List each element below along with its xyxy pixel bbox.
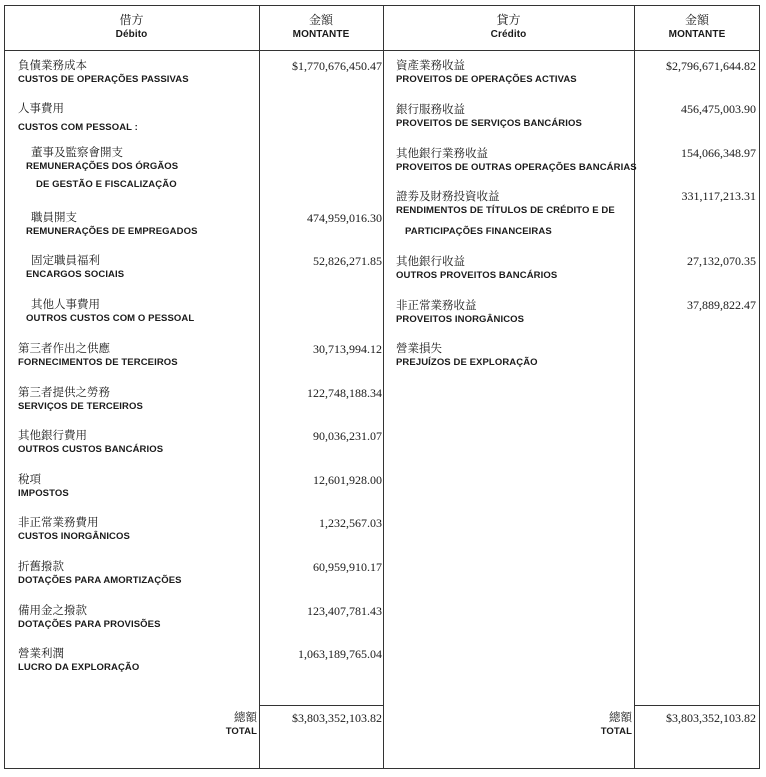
credit-amount: 37,889,822.47 bbox=[687, 298, 756, 312]
total-rule-right bbox=[634, 705, 760, 706]
credit-amount: 154,066,348.97 bbox=[681, 146, 756, 160]
debit-amount: 474,959,016.30 bbox=[307, 211, 382, 225]
debit-item-amortizations bbox=[18, 559, 182, 587]
debit-item-other-bank-costs bbox=[18, 428, 163, 456]
debit-amount: 30,713,994.12 bbox=[313, 342, 382, 356]
debit-item-third-supplies bbox=[18, 341, 178, 369]
debit-item-provisions bbox=[18, 603, 161, 631]
header-debit-zh: 借方 bbox=[119, 13, 144, 27]
credit-amount: 456,475,003.90 bbox=[681, 102, 756, 116]
header-credit-pt: Crédito bbox=[490, 29, 527, 40]
credit-item-other-bank-income bbox=[396, 254, 557, 282]
header-divider bbox=[4, 50, 760, 51]
header-amount-right-zh: 金額 bbox=[684, 13, 709, 27]
total-label-pt: TOTAL bbox=[600, 726, 632, 737]
total-amount-right: $3,803,352,103.82 bbox=[666, 711, 756, 725]
item-label-zh: 其他人事費用 bbox=[31, 297, 100, 311]
item-label-pt-line2: DE GESTÃO E FISCALIZAÇÃO bbox=[36, 179, 177, 190]
item-label-zh: 第三者作出之供應 bbox=[18, 341, 110, 355]
item-label-zh: 職員開支 bbox=[31, 210, 77, 224]
item-label-zh: 營業利潤 bbox=[18, 646, 64, 660]
credit-amount: 331,117,213.31 bbox=[681, 189, 756, 203]
debit-amount: 52,826,271.85 bbox=[313, 254, 382, 268]
item-label-pt: REMUNERAÇÕES DE EMPREGADOS bbox=[26, 226, 198, 237]
debit-amount: 60,959,910.17 bbox=[313, 560, 382, 574]
debit-amount: 1,063,189,765.04 bbox=[298, 647, 382, 661]
item-label-zh: 稅項 bbox=[18, 472, 41, 486]
credit-amount: $2,796,671,644.82 bbox=[666, 59, 756, 73]
item-label-pt: PROVEITOS INORGÂNICOS bbox=[396, 314, 525, 325]
item-label-pt: SERVIÇOS DE TERCEIROS bbox=[18, 401, 143, 412]
debit-item-directors bbox=[26, 145, 179, 191]
item-label-pt: FORNECIMENTOS DE TERCEIROS bbox=[18, 357, 178, 368]
total-label-left bbox=[226, 710, 257, 738]
item-label-pt: OUTROS CUSTOS BANCÁRIOS bbox=[18, 444, 164, 455]
total-label-right bbox=[601, 710, 632, 738]
debit-item-employees bbox=[26, 210, 198, 238]
item-label-pt: PROVEITOS DE OPERAÇÕES ACTIVAS bbox=[396, 74, 577, 85]
item-label-zh: 備用金之撥款 bbox=[18, 603, 87, 617]
debit-item-personnel bbox=[18, 101, 138, 134]
item-label-pt: PREJUÍZOS DE EXPLORAÇÃO bbox=[396, 357, 538, 368]
total-label-pt: TOTAL bbox=[225, 726, 257, 737]
header-debit-pt: Débito bbox=[115, 29, 148, 40]
credit-item-active-ops bbox=[396, 58, 577, 86]
header-amount-right-pt: MONTANTE bbox=[668, 29, 726, 40]
debit-item-inorganic-costs bbox=[18, 515, 130, 543]
item-label-pt: LUCRO DA EXPLORAÇÃO bbox=[18, 662, 140, 673]
debit-amount: $1,770,676,450.47 bbox=[292, 59, 382, 73]
header-credit bbox=[383, 12, 634, 41]
debit-amount: 122,748,188.34 bbox=[307, 386, 382, 400]
item-label-pt: CUSTOS INORGÂNICOS bbox=[18, 531, 130, 542]
item-label-pt: DOTAÇÕES PARA PROVISÕES bbox=[18, 619, 161, 630]
item-label-zh: 銀行服務收益 bbox=[396, 102, 465, 116]
item-label-zh: 非正常業務費用 bbox=[18, 515, 99, 529]
credit-amount: 27,132,070.35 bbox=[687, 254, 756, 268]
total-label-zh: 總額 bbox=[234, 710, 257, 724]
debit-amount: 123,407,781.43 bbox=[307, 604, 382, 618]
column-divider bbox=[259, 5, 260, 769]
item-label-pt: CUSTOS COM PESSOAL : bbox=[18, 122, 138, 133]
item-label-pt: DOTAÇÕES PARA AMORTIZAÇÕES bbox=[18, 575, 182, 586]
item-label-pt: REMUNERAÇÕES DOS ÓRGÃOS bbox=[26, 161, 179, 172]
item-label-pt: PROVEITOS DE OUTRAS OPERAÇÕES BANCÁRIAS bbox=[396, 162, 637, 173]
total-amount-left: $3,803,352,103.82 bbox=[292, 711, 382, 725]
header-credit-zh: 貸方 bbox=[496, 13, 521, 27]
item-label-zh: 人事費用 bbox=[18, 101, 64, 115]
debit-item-taxes bbox=[18, 472, 69, 500]
item-label-pt: OUTROS PROVEITOS BANCÁRIOS bbox=[396, 270, 558, 281]
debit-item-other-personnel bbox=[26, 297, 195, 325]
credit-item-securities bbox=[396, 189, 615, 238]
item-label-zh: 其他銀行收益 bbox=[396, 254, 465, 268]
item-label-zh: 證劵及財務投資收益 bbox=[396, 189, 500, 203]
total-label-zh: 總額 bbox=[609, 710, 632, 724]
item-label-zh: 營業損失 bbox=[396, 341, 442, 355]
debit-amount: 12,601,928.00 bbox=[313, 473, 382, 487]
debit-amount: 1,232,567.03 bbox=[319, 516, 382, 530]
credit-item-other-bank-ops bbox=[396, 146, 637, 174]
header-amount-left-zh: 金額 bbox=[308, 13, 333, 27]
debit-item-third-services bbox=[18, 385, 143, 413]
debit-item-social-charges bbox=[26, 253, 125, 281]
debit-item-passive-ops bbox=[18, 58, 189, 86]
item-label-zh: 第三者提供之勞務 bbox=[18, 385, 110, 399]
item-label-zh: 非正常業務收益 bbox=[396, 298, 477, 312]
item-label-zh: 其他銀行費用 bbox=[18, 428, 87, 442]
credit-item-bank-services bbox=[396, 102, 582, 130]
item-label-zh: 固定職員福利 bbox=[31, 253, 100, 267]
total-rule-left bbox=[259, 705, 383, 706]
debit-item-operating-profit bbox=[18, 646, 139, 674]
credit-item-inorganic-income bbox=[396, 298, 524, 326]
header-amount-left bbox=[259, 12, 383, 41]
item-label-zh: 折舊撥款 bbox=[18, 559, 64, 573]
item-label-pt: IMPOSTOS bbox=[18, 488, 69, 499]
item-label-zh: 其他銀行業務收益 bbox=[396, 146, 488, 160]
item-label-pt-line2: PARTICIPAÇÕES FINANCEIRAS bbox=[405, 226, 552, 237]
debit-amount: 90,036,231.07 bbox=[313, 429, 382, 443]
credit-item-operating-loss bbox=[396, 341, 538, 369]
item-label-pt: OUTROS CUSTOS COM O PESSOAL bbox=[26, 313, 195, 324]
item-label-zh: 董事及監察會開支 bbox=[31, 145, 123, 159]
item-label-pt: ENCARGOS SOCIAIS bbox=[26, 269, 125, 280]
column-divider bbox=[383, 5, 384, 769]
item-label-pt: RENDIMENTOS DE TÍTULOS DE CRÉDITO E DE bbox=[396, 205, 615, 216]
item-label-pt: PROVEITOS DE SERVIÇOS BANCÁRIOS bbox=[396, 118, 582, 129]
column-divider bbox=[634, 5, 635, 769]
item-label-pt: CUSTOS DE OPERAÇÕES PASSIVAS bbox=[18, 74, 189, 85]
item-label-zh: 負債業務成本 bbox=[18, 58, 87, 72]
header-debit bbox=[4, 12, 259, 41]
header-amount-right bbox=[634, 12, 760, 41]
item-label-zh: 資產業務收益 bbox=[396, 58, 465, 72]
header-amount-left-pt: MONTANTE bbox=[292, 29, 350, 40]
